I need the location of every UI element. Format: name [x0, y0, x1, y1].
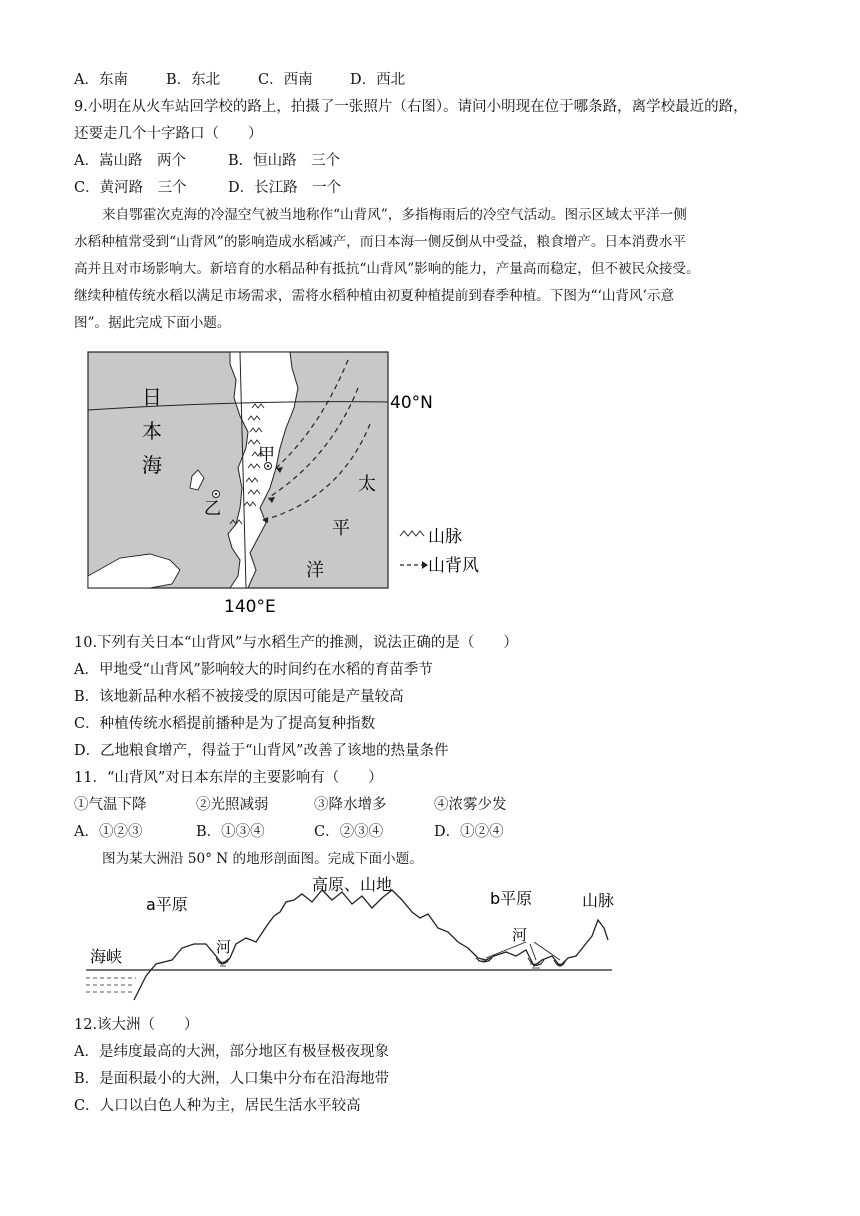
q11-item-2: ②光照减弱	[196, 797, 269, 813]
q10-option-c: C．种植传统水稻提前播种是为了提高复种指数	[74, 716, 376, 732]
sea-west-char-3: 海	[142, 453, 162, 477]
q12-option-b: B．是面积最小的大洲，人口集中分布在沿海地带	[74, 1071, 390, 1087]
terrain-profile	[76, 872, 628, 1002]
label-strait: 海峡	[90, 947, 123, 966]
passage1-line5: 图”。据此完成下面小题。	[74, 315, 231, 331]
q9-option-a: A．嵩山路 两个	[74, 153, 186, 169]
q11-item-4: ④浓雾少发	[434, 797, 507, 813]
legend-mountain-label: 山脉	[428, 527, 462, 547]
q8-option-c: C．西南	[258, 72, 313, 88]
q11-option-b: B．①③④	[196, 824, 265, 840]
place-jia-label: 甲	[258, 445, 275, 465]
latitude-label: 40°N	[390, 393, 433, 413]
q9-option-b: B．恒山路 三个	[228, 153, 341, 169]
q9-options-row2	[74, 178, 341, 198]
q12-option-c: C．人口以白色人种为主，居民生活水平较高	[74, 1098, 361, 1114]
passage1-line4: 继续种植传统水稻以满足市场需求，需将水稻种植由初夏种植提前到春季种植。下图为“‘山背风’示意	[74, 288, 675, 304]
sea-west-char-2: 本	[142, 419, 162, 443]
q11-option-d: D．①②④	[434, 824, 504, 840]
longitude-label: 140°E	[224, 597, 276, 617]
q11-stem: 11．“山背风”对日本东岸的主要影响有（ ）	[74, 770, 383, 786]
sea-west-char-1: 日	[142, 385, 162, 409]
place-yi-label: 乙	[204, 499, 221, 519]
q8-option-a: A．东南	[74, 72, 128, 88]
q8-option-d: D．西北	[350, 72, 406, 88]
passage2-text: 图为某大洲沿 50° N 的地形剖面图。完成下面小题。	[102, 851, 423, 867]
terrain-line	[134, 890, 608, 1000]
q11-item-3: ③降水增多	[314, 797, 387, 813]
passage1-line2: 水稻种植常受到“山背风”的影响造成水稻减产，而日本海一侧反倒从中受益，粮食增产。日本消费水平	[74, 234, 687, 250]
q10-option-b: B．该地新品种水稻不被接受的原因可能是产量较高	[74, 689, 404, 705]
label-a-plain: a平原	[146, 895, 188, 914]
q11-item-1: ①气温下降	[74, 797, 147, 813]
passage1-line3: 高并且对市场影响大。新培育的水稻品种有抵抗“山背风”影响的能力，产量高而稳定，但不被民众接受。	[74, 261, 700, 277]
label-mountain: 山脉	[582, 891, 615, 910]
q9-option-d: D．长江路 一个	[228, 180, 342, 196]
q12-option-a: A．是纬度最高的大洲，部分地区有极昼极夜现象	[74, 1044, 389, 1060]
q10-option-d: D．乙地粮食增产，得益于“山背风”改善了该地的热量条件	[74, 743, 449, 759]
q9-stem-line1: 9.小明在从火车站回学校的路上，拍摄了一张照片（右图）。请问小明现在位于哪条路，离学校最近的路，	[74, 99, 748, 115]
yamase-wind-map	[80, 348, 500, 618]
q9-options-row1	[74, 151, 340, 171]
legend-wind-label: 山背风	[428, 556, 479, 576]
sea-east-char-3: 洋	[306, 560, 324, 581]
q8-options	[74, 70, 405, 90]
label-plateau: 高原、山地	[312, 875, 393, 894]
q8-option-b: B．东北	[166, 72, 221, 88]
q11-options	[74, 822, 504, 842]
q11-option-c: C．②③④	[314, 824, 384, 840]
q9-stem-line2: 还要走几个十字路口（ ）	[74, 126, 263, 142]
q9-option-c: C．黄河路 三个	[74, 180, 187, 196]
q11-items	[74, 795, 507, 815]
q12-stem: 12.该大洲（ ）	[74, 1017, 199, 1033]
sea-east-char-2: 平	[332, 518, 350, 539]
legend	[400, 527, 479, 576]
passage1-line1: 来自鄂霍次克海的冷湿空气被当地称作“山背风”，多指梅雨后的冷空气活动。图示区域太平洋一侧	[102, 207, 687, 223]
q10-stem: 10.下列有关日本“山背风”与水稻生产的推测，说法正确的是（ ）	[74, 635, 518, 651]
label-river-2: 河	[512, 926, 528, 944]
label-river-1: 河	[216, 938, 232, 956]
label-b-plain: b平原	[490, 889, 533, 908]
q11-option-a: A．①②③	[74, 824, 143, 840]
q10-option-a: A．甲地受“山背风”影响较大的时间约在水稻的育苗季节	[74, 662, 433, 678]
sea-east-char-1: 太	[358, 474, 376, 495]
